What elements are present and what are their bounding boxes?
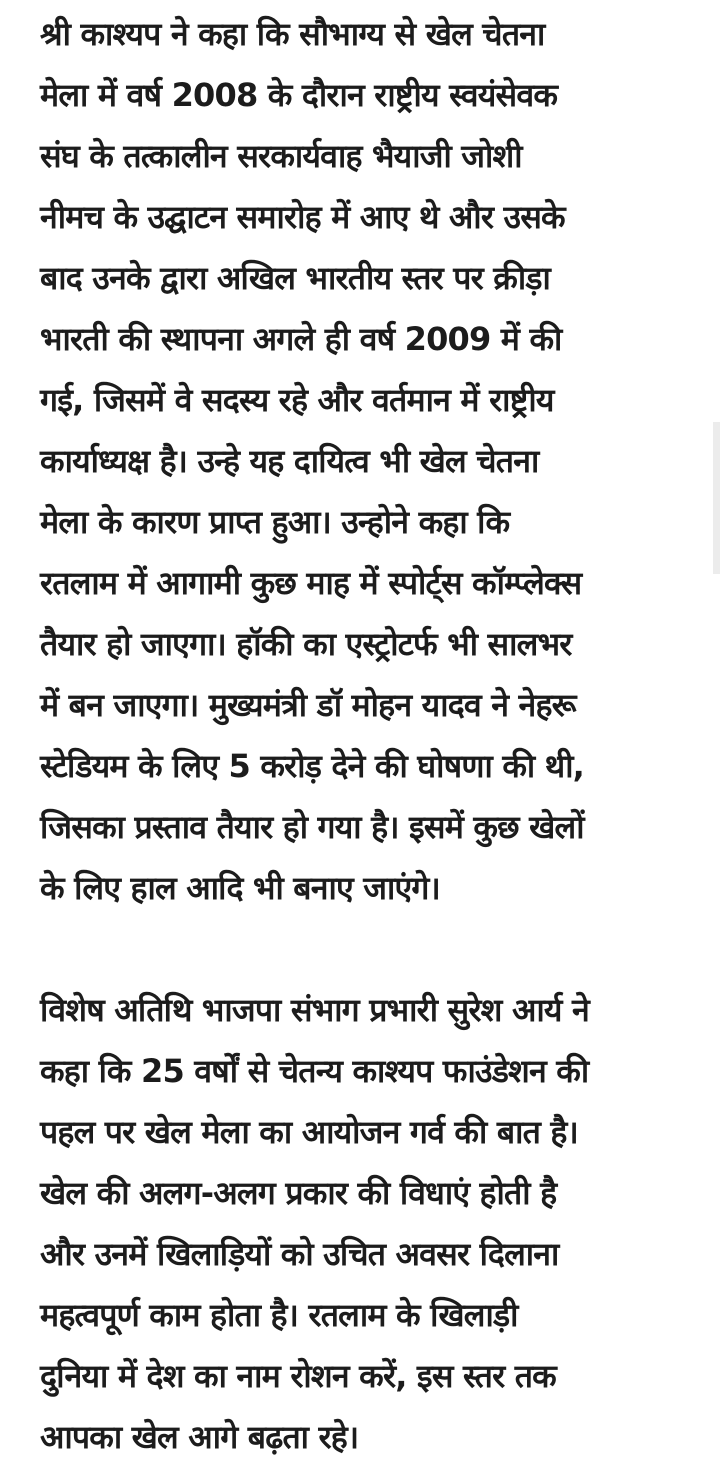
text-line: में बन जाएगा। मुख्यमंत्री डॉ मोहन यादव ने नेहरू	[40, 686, 576, 724]
text-line: मेला में वर्ष 2008 के दौरान राष्ट्रीय स्वयंसेवक	[40, 76, 558, 114]
text-line: जिसका प्रस्ताव तैयार हो गया है। इसमें कुछ खेलों	[40, 808, 584, 846]
text-line: बाद उनके द्वारा अखिल भारतीय स्तर पर क्रीड़ा	[40, 259, 550, 297]
paragraph-spacer	[40, 919, 700, 980]
text-line: संघ के तत्कालीन सरकार्यवाह भैयाजी जोशी	[40, 137, 522, 175]
text-line: भारती की स्थापना अगले ही वर्ष 2009 में की	[40, 320, 562, 358]
article-body	[40, 4, 700, 1468]
text-line: महत्वपूर्ण काम होता है। रतलाम के खिलाड़ी	[40, 1296, 518, 1334]
text-line: मेला के कारण प्राप्त हुआ। उन्होने कहा कि	[40, 503, 510, 541]
text-line: तैयार हो जाएगा। हॉकी का एस्ट्रोटर्फ भी सालभर	[40, 625, 572, 663]
text-line: कार्याध्यक्ष है। उन्हे यह दायित्व भी खेल चेतना	[40, 442, 539, 480]
text-line: आपका खेल आगे बढ़ता रहे।	[40, 1418, 359, 1456]
text-line: विशेष अतिथि भाजपा संभाग प्रभारी सुरेश आर्य ने	[40, 991, 589, 1029]
text-line: स्टेडियम के लिए 5 करोड़ देने की घोषणा की थी,	[40, 747, 585, 785]
text-line: खेल की अलग-अलग प्रकार की विधाएं होती है	[40, 1174, 557, 1212]
text-line: गई, जिसमें वे सदस्य रहे और वर्तमान में राष्ट्रीय	[40, 381, 554, 419]
text-line: श्री काश्यप ने कहा कि सौभाग्य से खेल चेतना	[40, 15, 545, 53]
text-line: के लिए हाल आदि भी बनाए जाएंगे।	[40, 869, 440, 907]
text-line: कहा कि 25 वर्षों से चेतन्य काश्यप फाउंडेशन की	[40, 1052, 589, 1090]
text-line: रतलाम में आगामी कुछ माह में स्पोर्ट्स कॉम्प्लेक्स	[40, 564, 582, 602]
text-line: और उनमें खिलाड़ियों को उचित अवसर दिलाना	[40, 1235, 559, 1273]
text-line: पहल पर खेल मेला का आयोजन गर्व की बात है।	[40, 1113, 578, 1151]
article-paragraph-1	[40, 4, 700, 919]
text-line: दुनिया में देश का नाम रोशन करें, इस स्तर तक	[40, 1357, 556, 1395]
scrollbar-thumb[interactable]	[713, 422, 720, 574]
text-line: नीमच के उद्घाटन समारोह में आए थे और उसके	[40, 198, 565, 236]
